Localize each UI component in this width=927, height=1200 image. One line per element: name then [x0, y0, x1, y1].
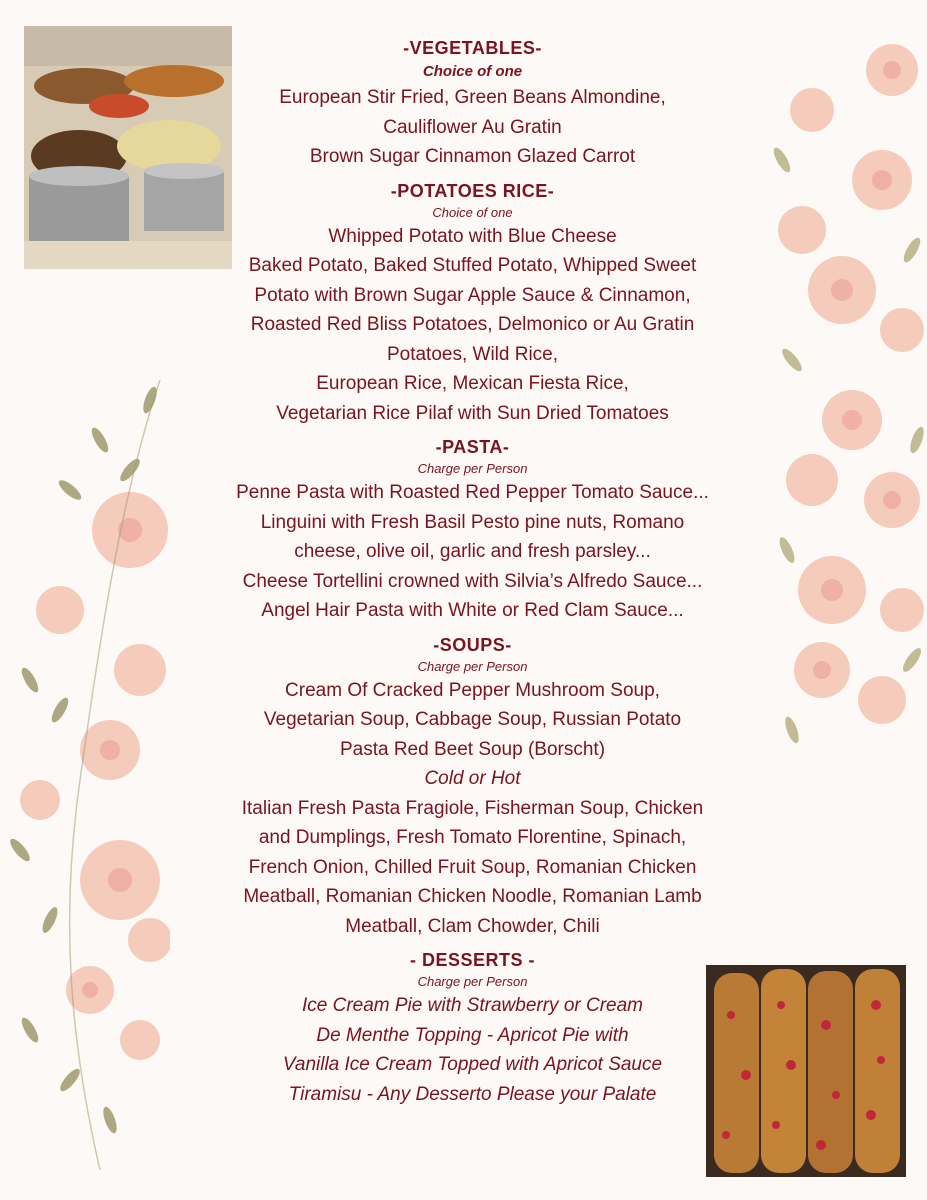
menu-column	[180, 35, 765, 1109]
menu-line: Meatball, Romanian Chicken Noodle, Romanian Lamb	[243, 886, 702, 907]
section-note: Choice of one	[422, 63, 523, 80]
section-vegetables	[180, 35, 765, 172]
section-note: Charge per Person	[417, 974, 528, 989]
menu-line: Penne Pasta with Roasted Red Pepper Tomato Sauce...	[236, 482, 709, 503]
menu-line: Ice Cream Pie with Strawberry or Cream	[301, 995, 644, 1016]
section-note: Choice of one	[432, 204, 513, 220]
menu-line: Vegetarian Soup, Cabbage Soup, Russian Potato	[263, 709, 682, 730]
floral-decoration-left	[0, 380, 170, 1170]
section-potatoes-rice	[180, 178, 765, 429]
section-title: -POTATOES RICE-	[390, 180, 555, 201]
menu-line: Whipped Potato with Blue Cheese	[328, 225, 617, 247]
menu-line: Potatoes, Wild Rice,	[386, 343, 559, 365]
section-title: -SOUPS-	[433, 634, 512, 655]
menu-line: Potato with Brown Sugar Apple Sauce & Cinnamon,	[254, 284, 691, 306]
menu-line: Pasta Red Beet Soup (Borscht)	[339, 738, 606, 760]
menu-line: Italian Fresh Pasta Fragiole, Fisherman Soup, Chicken	[241, 797, 704, 819]
section-title: -PASTA-	[435, 437, 510, 457]
menu-line: Baked Potato, Baked Stuffed Potato, Whipped Sweet	[248, 255, 697, 276]
floral-decoration-right	[772, 30, 927, 800]
menu-line: European Stir Fried, Green Beans Almondine,	[279, 87, 666, 108]
section-desserts	[180, 947, 765, 1109]
menu-line: Roasted Red Bliss Potatoes, Delmonico or Au Gratin	[250, 314, 695, 335]
menu-line: Cauliflower Au Gratin	[383, 116, 562, 138]
section-note: Charge per Person	[417, 658, 528, 674]
menu-line: Vanilla Ice Cream Topped with Apricot Sauce	[282, 1054, 663, 1075]
menu-line: European Rice, Mexican Fiesta Rice,	[316, 373, 629, 394]
menu-line: and Dumplings, Fresh Tomato Florentine, Spinach,	[258, 827, 687, 848]
section-soups	[180, 632, 765, 942]
menu-line: Vegetarian Rice Pilaf with Sun Dried Tomatoes	[276, 402, 669, 424]
menu-line: cheese, olive oil, garlic and fresh parsley...	[294, 541, 651, 562]
menu-line: Meatball, Clam Chowder, Chili	[345, 915, 600, 937]
menu-line: De Menthe Topping - Apricot Pie with	[316, 1024, 629, 1046]
section-title: -VEGETABLES-	[403, 38, 542, 58]
menu-line: Linguini with Fresh Basil Pesto pine nuts, Romano	[260, 511, 685, 533]
menu-line: French Onion, Chilled Fruit Soup, Romanian Chicken	[248, 856, 697, 878]
soups-subhead: Cold or Hot	[424, 768, 521, 789]
menu-line: Brown Sugar Cinnamon Glazed Carrot	[309, 146, 636, 167]
menu-line: Tiramisu - Any Desserto Please your Palate	[288, 1083, 657, 1105]
menu-line: Cream Of Cracked Pepper Mushroom Soup,	[285, 679, 660, 701]
section-pasta	[180, 434, 765, 626]
menu-line: Angel Hair Pasta with White or Red Clam Sauce...	[261, 600, 684, 621]
section-note: Charge per Person	[417, 461, 528, 476]
menu-line: Cheese Tortellini crowned with Silvia’s Alfredo Sauce...	[242, 570, 703, 592]
section-title: - DESSERTS -	[409, 950, 535, 970]
